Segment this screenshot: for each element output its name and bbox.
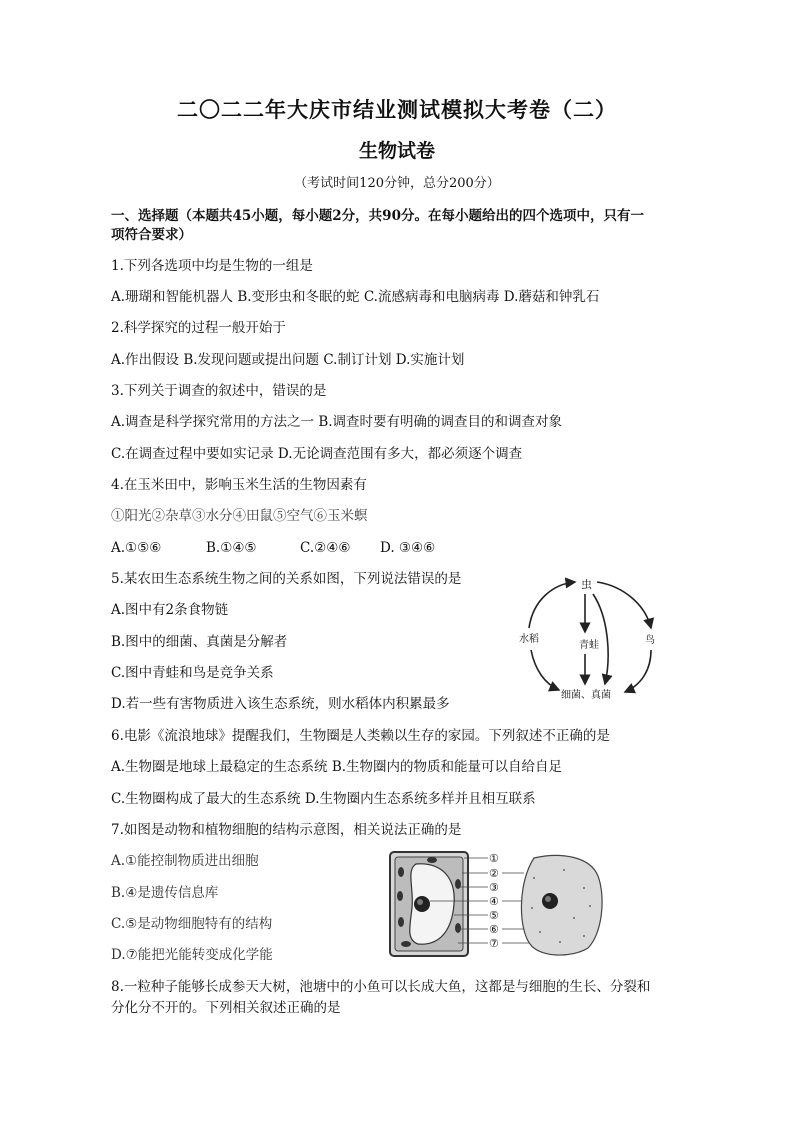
arrow-rice-to-insect [529, 582, 575, 628]
q4-stem: 4.在玉米田中，影响玉米生活的生物因素有 [111, 477, 367, 493]
q7-option-a: A.①能控制物质进出细胞 [111, 853, 259, 869]
chloroplast [401, 941, 411, 947]
q7-option-d: D.⑦能把光能转变成化学能 [111, 947, 273, 963]
cell-structure-diagram [384, 848, 606, 960]
section-heading-line1: 一、选择题（本题共45小题，每小题2分，共90分。在每小题给出的四个选项中，只有一 [111, 208, 644, 224]
cell-label-6: ⑥ [489, 923, 499, 936]
q7-option-c: C.⑤是动物细胞特有的结构 [111, 916, 273, 932]
subject-title: 生物试卷 [358, 140, 435, 162]
cell-label-5: ⑤ [489, 909, 499, 922]
section-heading-line2: 项符合要求） [111, 227, 192, 243]
q6-options-2: C.生物圈构成了最大的生态系统 D.生物圈内生态系统多样并且相互联系 [111, 791, 536, 807]
food-web-diagram [505, 568, 680, 708]
food-web-rice: 水稻 [519, 634, 539, 645]
chloroplast [455, 923, 461, 933]
cell-label-4: ④ [489, 895, 499, 908]
food-web-frog: 青蛙 [579, 640, 599, 651]
exam-title: 二〇二二年大庆市结业测试模拟大考卷（二） [177, 97, 617, 122]
q4-option-b: B.①④⑤ [206, 540, 257, 556]
chloroplast [398, 917, 404, 927]
q6-options-1: A.生物圈是地球上最稳定的生态系统 B.生物圈内的物质和能量可以自给自足 [111, 759, 563, 775]
q8-line2: 分化分不开的。下列相关叙述正确的是 [111, 1000, 341, 1016]
q1-options: A.珊瑚和智能机器人 B.变形虫和冬眠的蛇 C.流感病毒和电脑病毒 D.蘑菇和钟乳石 [111, 289, 600, 305]
q5-stem: 5.某农田生态系统生物之间的关系如图，下列说法错误的是 [111, 571, 462, 587]
q7-option-b: B.④是遗传信息库 [111, 885, 219, 901]
q4-option-a: A.①⑤⑥ [111, 540, 162, 556]
q3-options-2: C.在调查过程中要如实记录 D.无论调查范围有多大，都必须逐个调查 [111, 446, 523, 462]
q4-items: ①阳光②杂草③水分④田鼠⑤空气⑥玉米螟 [111, 508, 368, 524]
q7-stem: 7.如图是动物和植物细胞的结构示意图，相关说法正确的是 [111, 822, 462, 838]
food-web-decomposers: 细菌、真菌 [561, 690, 611, 701]
q1-stem: 1.下列各选项中均是生物的一组是 [111, 258, 313, 274]
q8-line1: 8.一粒种子能够长成参天大树，池塘中的小鱼可以长成大鱼，这都是与细胞的生长、分裂和 [111, 979, 651, 995]
q2-stem: 2.科学探究的过程一般开始于 [111, 320, 286, 336]
q4-option-d: D. ③④⑥ [380, 540, 436, 556]
q3-stem: 3.下列关于调查的叙述中，错误的是 [111, 383, 327, 399]
arrow-insect-to-decomposers [593, 594, 608, 684]
chloroplast [398, 867, 404, 877]
arrow-bird-to-decomposers [625, 650, 651, 692]
q5-option-c: C.图中青蛙和鸟是竞争关系 [111, 665, 274, 681]
q2-options: A.作出假设 B.发现问题或提出问题 C.制订计划 D.实施计划 [111, 352, 465, 368]
q5-option-b: B.图中的细菌、真菌是分解者 [111, 634, 288, 650]
cell-label-7: ⑦ [489, 937, 499, 950]
chloroplast [455, 879, 461, 889]
q3-options-1: A.调查是科学探究常用的方法之一 B.调查时要有明确的调查目的和调查对象 [111, 414, 563, 430]
cell-label-2: ② [489, 867, 499, 880]
food-web-insect: 虫 [581, 578, 592, 591]
chloroplast [427, 857, 437, 863]
cell-label-1: ① [489, 852, 499, 865]
q5-option-a: A.图中有2条食物链 [111, 602, 229, 618]
cell-label-3: ③ [489, 881, 499, 894]
chloroplast [397, 891, 403, 901]
q5-option-d: D.若一些有害物质进入该生态系统，则水稻体内积累最多 [111, 696, 450, 712]
q4-option-c: C.②④⑥ [300, 540, 351, 556]
q6-stem: 6.电影《流浪地球》提醒我们，生物圈是人类赖以生存的家园。下列叙述不正确的是 [111, 728, 610, 744]
arrow-rice-to-decomposers [531, 650, 559, 690]
food-web-bird: 鸟 [645, 635, 655, 646]
exam-info: （考试时间120分钟，总分200分） [294, 176, 500, 191]
